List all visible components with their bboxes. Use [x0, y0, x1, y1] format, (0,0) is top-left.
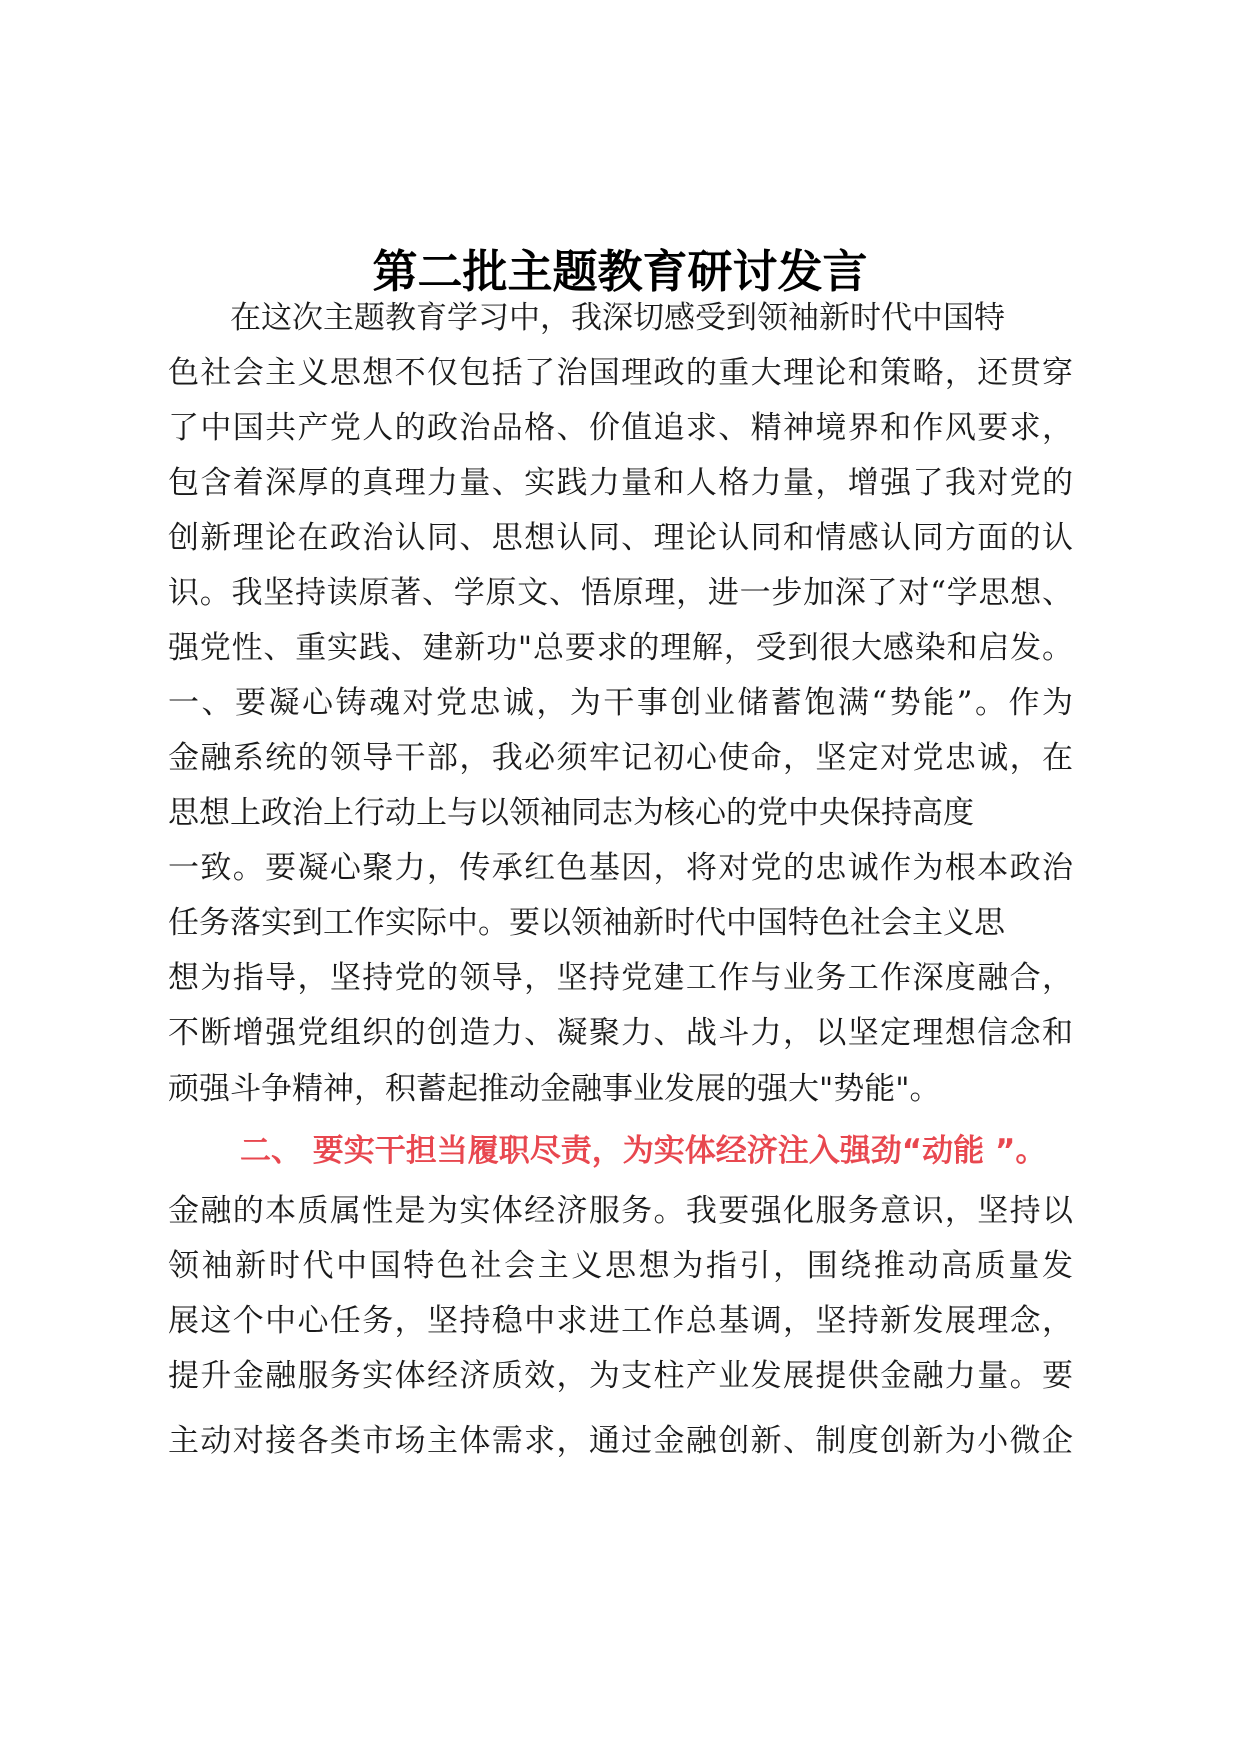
paragraph-line: 提升金融服务实体经济质效，为支柱产业发展提供金融力量。要: [168, 1358, 1073, 1394]
paragraph-line: 任务落实到工作实际中。要以领袖新时代中国特色社会主义思: [168, 905, 1005, 941]
paragraph-line: 顽强斗争精神，积蓄起推动金融事业发展的强大"势能"。: [168, 1071, 941, 1107]
paragraph-line: 色社会主义思想不仅包括了治国理政的重大理论和策略，还贯穿: [168, 355, 1073, 391]
paragraph-line: 识。我坚持读原著、学原文、悟原理，进一步加深了对“学思想、: [168, 575, 1073, 611]
paragraph-line: 想为指导，坚持党的领导，坚持党建工作与业务工作深度融合，: [168, 960, 1073, 996]
paragraph-line: 领袖新时代中国特色社会主义思想为指引，围绕推动高质量发: [168, 1248, 1073, 1284]
paragraph-line: 在这次主题教育学习中，我深切感受到领袖新时代中国特: [230, 300, 1005, 336]
paragraph-line: 了中国共产党人的政治品格、价值追求、精神境界和作风要求，: [168, 410, 1073, 446]
section-heading-one: 一、要凝心铸魂对党忠诚，为干事创业储蓄饱满“势能”。作为: [168, 685, 1073, 721]
paragraph-line: 不断增强党组织的创造力、凝聚力、战斗力，以坚定理想信念和: [168, 1015, 1073, 1051]
paragraph-line: 思想上政治上行动上与以领袖同志为核心的党中央保持高度: [168, 795, 974, 831]
paragraph-line: 一致。要凝心聚力，传承红色基因，将对党的忠诚作为根本政治: [168, 850, 1073, 886]
paragraph-line: 包含着深厚的真理力量、实践力量和人格力量，增强了我对党的: [168, 465, 1073, 501]
paragraph-line: 强党性、重实践、建新功"总要求的理解，受到很大感染和启发。: [168, 630, 1073, 666]
paragraph-line: 金融的本质属性是为实体经济服务。我要强化服务意识，坚持以: [168, 1193, 1073, 1229]
paragraph-line: 创新理论在政治认同、思想认同、理论认同和情感认同方面的认: [168, 520, 1073, 556]
paragraph-line: 主动对接各类市场主体需求，通过金融创新、制度创新为小微企: [168, 1423, 1073, 1459]
document-title: 第二批主题教育研讨发言: [372, 245, 868, 298]
section-heading-two: 二、 要实干担当履职尽责，为实体经济注入强劲“动能 ”。: [240, 1133, 1047, 1169]
paragraph-line: 金融系统的领导干部，我必须牢记初心使命，坚定对党忠诚，在: [168, 740, 1073, 776]
paragraph-line: 展这个中心任务，坚持稳中求进工作总基调，坚持新发展理念，: [168, 1303, 1073, 1339]
